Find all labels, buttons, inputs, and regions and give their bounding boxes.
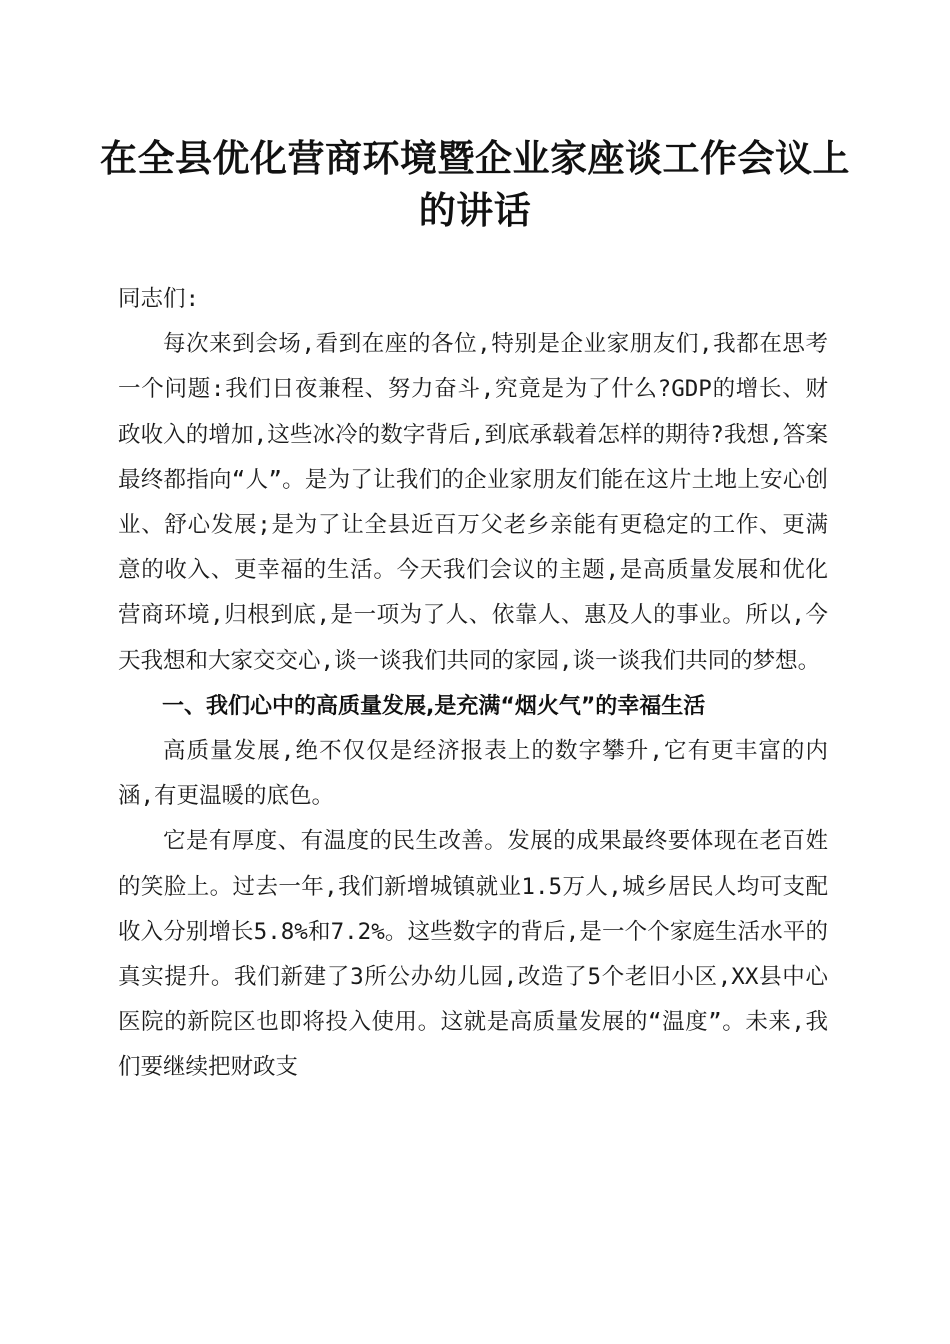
paragraph-livelihood: 它是有厚度、有温度的民生改善。发展的成果最终要体现在老百姓的笑脸上。过去一年,我们新增城镇就业1.5万人,城乡居民人均可支配收入分别增长5.8%和7.2%。这些数字的背后,是一个个家庭生活水平的真实提升。我们新建了3所公办幼儿园,改造了5个老旧小区,XX县中心医院的新院区也即将投入使用。这就是高质量发展的“温度”。未来,我们要继续把财政支 bbox=[118, 828, 828, 1081]
section-heading-1: 一、我们心中的高质量发展,是充满“烟火气”的幸福生活 bbox=[162, 693, 706, 719]
paragraph-opening: 每次来到会场,看到在座的各位,特别是企业家朋友们,我都在思考一个问题:我们日夜兼程、努力奋斗,究竟是为了什么?GDP的增长、财政收入的增加,这些冰冷的数字背后,到底承载着怎样的期待?我想,答案最终都指向“人”。是为了让我们的企业家朋友们能在这片土地上安心创业、舒心发展;是为了让全县近百万父老乡亲能有更稳定的工作、更满意的收入、更幸福的生活。今天我们会议的主题,是高质量发展和优化营商环境,归根到底,是一项为了人、依靠人、惠及人的事业。所以,今天我想和大家交交心,谈一谈我们共同的家园,谈一谈我们共同的梦想。 bbox=[118, 331, 828, 674]
paragraph-quality-development: 高质量发展,绝不仅仅是经济报表上的数字攀升,它有更丰富的内涵,有更温暖的底色。 bbox=[118, 738, 828, 810]
salutation: 同志们: bbox=[118, 286, 200, 312]
document-title: 在全县优化营商环境暨企业家座谈工作会议上的讲话 bbox=[100, 136, 850, 232]
document-body bbox=[118, 277, 828, 1091]
